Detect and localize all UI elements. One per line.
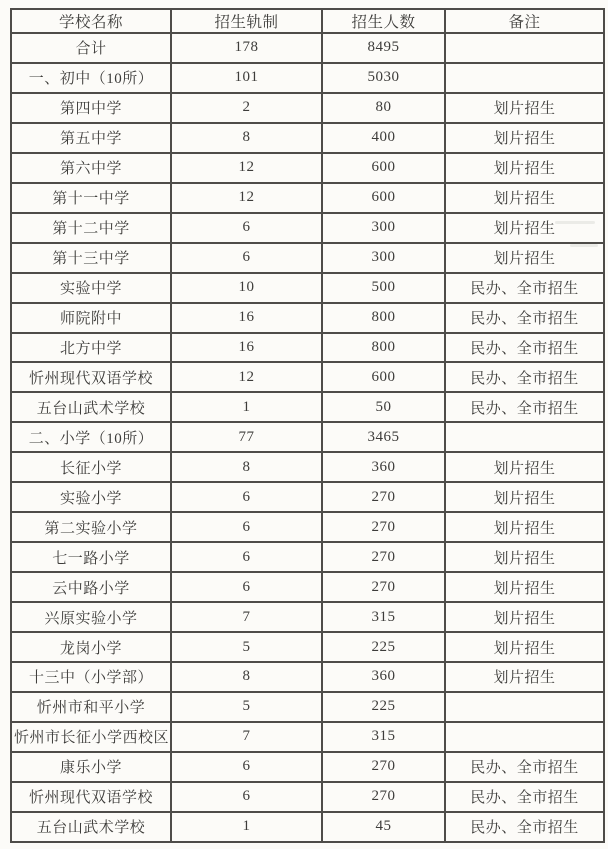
cell-tracks: 7 — [171, 722, 322, 752]
cell-note: 民办、全市招生 — [445, 273, 604, 303]
table-row — [11, 153, 604, 183]
cell-school-name: 第六中学 — [11, 153, 171, 183]
table-row — [11, 63, 604, 93]
column-header-note: 备注 — [445, 9, 604, 33]
table-row — [11, 362, 604, 392]
table-row — [11, 572, 604, 602]
cell-tracks: 10 — [171, 273, 322, 303]
cell-school-name: 云中路小学 — [11, 572, 171, 602]
cell-school-name: 忻州现代双语学校 — [11, 362, 171, 392]
cell-students: 800 — [322, 303, 445, 333]
cell-school-name: 第五中学 — [11, 123, 171, 153]
cell-note: 划片招生 — [445, 93, 604, 123]
cell-school-name: 忻州市和平小学 — [11, 692, 171, 722]
cell-tracks: 6 — [171, 512, 322, 542]
table-row — [11, 752, 604, 782]
cell-tracks: 7 — [171, 602, 322, 632]
cell-students: 800 — [322, 333, 445, 363]
table-row — [11, 602, 604, 632]
cell-school-name: 忻州现代双语学校 — [11, 782, 171, 812]
cell-students: 500 — [322, 273, 445, 303]
cell-school-name: 实验中学 — [11, 273, 171, 303]
cell-tracks: 2 — [171, 93, 322, 123]
cell-tracks: 5 — [171, 632, 322, 662]
table-row — [11, 452, 604, 482]
cell-note: 民办、全市招生 — [445, 333, 604, 363]
cell-school-name: 第四中学 — [11, 93, 171, 123]
cell-tracks: 8 — [171, 123, 322, 153]
cell-tracks: 16 — [171, 333, 322, 363]
table-row — [11, 123, 604, 153]
cell-note: 民办、全市招生 — [445, 303, 604, 333]
table-row — [11, 243, 604, 273]
cell-students: 600 — [322, 362, 445, 392]
table-row — [11, 183, 604, 213]
cell-note — [445, 422, 604, 452]
table-row — [11, 422, 604, 452]
table-row — [11, 303, 604, 333]
cell-school-name: 康乐小学 — [11, 752, 171, 782]
cell-tracks: 6 — [171, 243, 322, 273]
table-row — [11, 333, 604, 363]
cell-tracks: 6 — [171, 572, 322, 602]
cell-school-name: 实验小学 — [11, 482, 171, 512]
cell-tracks: 1 — [171, 812, 322, 842]
cell-note: 划片招生 — [445, 243, 604, 273]
table-row — [11, 722, 604, 752]
cell-note: 民办、全市招生 — [445, 812, 604, 842]
table-row — [11, 93, 604, 123]
cell-tracks: 8 — [171, 452, 322, 482]
cell-students: 300 — [322, 213, 445, 243]
cell-students: 360 — [322, 662, 445, 692]
cell-school-name: 第二实验小学 — [11, 512, 171, 542]
cell-tracks: 8 — [171, 662, 322, 692]
cell-school-name: 第十三中学 — [11, 243, 171, 273]
cell-school-name: 第十二中学 — [11, 213, 171, 243]
table-row — [11, 273, 604, 303]
cell-students: 3465 — [322, 422, 445, 452]
cell-tracks: 77 — [171, 422, 322, 452]
cell-tracks: 6 — [171, 782, 322, 812]
cell-students: 270 — [322, 512, 445, 542]
cell-students: 315 — [322, 722, 445, 752]
cell-note — [445, 692, 604, 722]
cell-students: 360 — [322, 452, 445, 482]
header-row — [11, 9, 604, 33]
cell-school-name: 一、初中（10所） — [11, 63, 171, 93]
cell-school-name: 北方中学 — [11, 333, 171, 363]
cell-tracks: 6 — [171, 213, 322, 243]
table-row — [11, 512, 604, 542]
cell-students: 270 — [322, 752, 445, 782]
cell-students: 45 — [322, 812, 445, 842]
table-row — [11, 482, 604, 512]
cell-tracks: 6 — [171, 752, 322, 782]
cell-school-name: 龙岗小学 — [11, 632, 171, 662]
cell-note: 划片招生 — [445, 512, 604, 542]
cell-tracks: 12 — [171, 183, 322, 213]
cell-note: 划片招生 — [445, 572, 604, 602]
cell-note: 划片招生 — [445, 602, 604, 632]
cell-students: 270 — [322, 482, 445, 512]
table-row — [11, 632, 604, 662]
cell-tracks: 1 — [171, 392, 322, 422]
cell-students: 50 — [322, 392, 445, 422]
cell-note: 划片招生 — [445, 123, 604, 153]
cell-tracks: 178 — [171, 33, 322, 63]
cell-students: 80 — [322, 93, 445, 123]
cell-note: 划片招生 — [445, 213, 604, 243]
table-row — [11, 662, 604, 692]
cell-note: 民办、全市招生 — [445, 752, 604, 782]
cell-students: 400 — [322, 123, 445, 153]
cell-note: 划片招生 — [445, 153, 604, 183]
table-row — [11, 782, 604, 812]
cell-students: 600 — [322, 183, 445, 213]
cell-note — [445, 63, 604, 93]
cell-students: 270 — [322, 782, 445, 812]
table-row — [11, 33, 604, 63]
cell-tracks: 5 — [171, 692, 322, 722]
cell-school-name: 长征小学 — [11, 452, 171, 482]
cell-school-name: 合计 — [11, 33, 171, 63]
cell-note: 民办、全市招生 — [445, 392, 604, 422]
cell-tracks: 6 — [171, 482, 322, 512]
cell-school-name: 师院附中 — [11, 303, 171, 333]
cell-students: 225 — [322, 632, 445, 662]
column-header-school-name: 学校名称 — [11, 9, 171, 33]
cell-students: 270 — [322, 542, 445, 572]
cell-school-name: 五台山武术学校 — [11, 812, 171, 842]
table-row — [11, 692, 604, 722]
table-body — [11, 33, 604, 842]
cell-tracks: 12 — [171, 362, 322, 392]
cell-school-name: 忻州市长征小学西校区 — [11, 722, 171, 752]
cell-note: 民办、全市招生 — [445, 782, 604, 812]
cell-tracks: 12 — [171, 153, 322, 183]
cell-students: 315 — [322, 602, 445, 632]
column-header-tracks: 招生轨制 — [171, 9, 322, 33]
cell-note: 划片招生 — [445, 662, 604, 692]
cell-school-name: 第十一中学 — [11, 183, 171, 213]
cell-note: 民办、全市招生 — [445, 362, 604, 392]
cell-school-name: 十三中（小学部） — [11, 662, 171, 692]
cell-students: 270 — [322, 572, 445, 602]
cell-note: 划片招生 — [445, 452, 604, 482]
cell-students: 300 — [322, 243, 445, 273]
table-row — [11, 542, 604, 572]
cell-students: 8495 — [322, 33, 445, 63]
cell-note: 划片招生 — [445, 632, 604, 662]
cell-students: 600 — [322, 153, 445, 183]
table-header — [11, 9, 604, 33]
column-header-students: 招生人数 — [322, 9, 445, 33]
cell-tracks: 6 — [171, 542, 322, 572]
cell-students: 5030 — [322, 63, 445, 93]
cell-tracks: 16 — [171, 303, 322, 333]
cell-school-name: 五台山武术学校 — [11, 392, 171, 422]
table-row — [11, 812, 604, 842]
table-row — [11, 392, 604, 422]
cell-students: 225 — [322, 692, 445, 722]
cell-school-name: 七一路小学 — [11, 542, 171, 572]
cell-note — [445, 33, 604, 63]
cell-school-name: 二、小学（10所） — [11, 422, 171, 452]
cell-tracks: 101 — [171, 63, 322, 93]
cell-note — [445, 722, 604, 752]
enrollment-table — [10, 8, 605, 843]
table-row — [11, 213, 604, 243]
cell-note: 划片招生 — [445, 183, 604, 213]
cell-note: 划片招生 — [445, 542, 604, 572]
cell-note: 划片招生 — [445, 482, 604, 512]
cell-school-name: 兴原实验小学 — [11, 602, 171, 632]
